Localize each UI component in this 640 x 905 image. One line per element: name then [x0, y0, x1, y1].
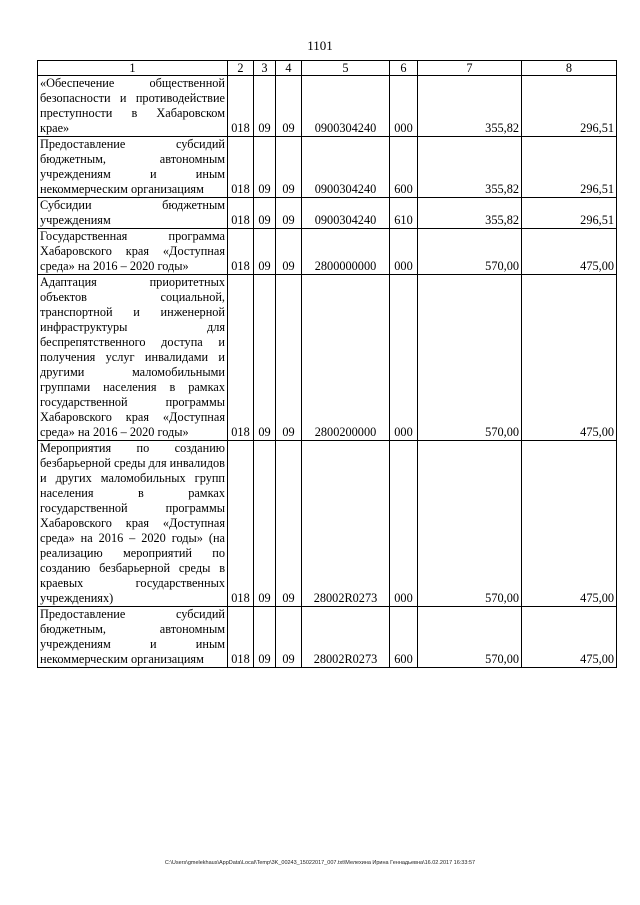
amount-col7-cell: 355,82 [418, 76, 522, 137]
amount-col8-cell: 296,51 [522, 137, 617, 198]
amount-col7-cell: 355,82 [418, 198, 522, 229]
section-code-cell: 09 [254, 275, 276, 441]
table-row [38, 275, 617, 441]
section-code-cell: 09 [254, 198, 276, 229]
table-row [38, 137, 617, 198]
amount-col8-cell: 475,00 [522, 607, 617, 668]
header-cell: 8 [522, 61, 617, 76]
subsection-code-cell: 09 [276, 137, 302, 198]
ministry-code-cell: 018 [228, 198, 254, 229]
target-article-cell: 2800000000 [302, 229, 390, 275]
program-name-cell: Государственная программа Хабаровского края «Доступная среда» на 2016 – 2020 годы» [38, 229, 228, 275]
ministry-code-cell: 018 [228, 607, 254, 668]
target-article-cell: 28002R0273 [302, 441, 390, 607]
header-cell: 1 [38, 61, 228, 76]
table-row [38, 198, 617, 229]
program-name-cell: «Обеспечение общественной безопасности и противодействие преступности в Хабаровском крае» [38, 76, 228, 137]
header-cell: 4 [276, 61, 302, 76]
subsection-code-cell: 09 [276, 229, 302, 275]
subsection-code-cell: 09 [276, 607, 302, 668]
target-article-cell: 2800200000 [302, 275, 390, 441]
table-row [38, 229, 617, 275]
expense-type-cell: 000 [390, 229, 418, 275]
section-code-cell: 09 [254, 229, 276, 275]
expense-type-cell: 600 [390, 137, 418, 198]
table-row [38, 441, 617, 607]
expense-type-cell: 610 [390, 198, 418, 229]
section-code-cell: 09 [254, 137, 276, 198]
ministry-code-cell: 018 [228, 137, 254, 198]
program-name-cell: Мероприятия по созданию безбарьерной среды для инвалидов и других маломобильных групп населения в рамках государственной программы Хабаровского края «Доступная среда» на 2016 – 2020 годы» (на реализацию мероприятий по созданию безбарьерной среды в краевых государственных учреждениях) [38, 441, 228, 607]
ministry-code-cell: 018 [228, 229, 254, 275]
subsection-code-cell: 09 [276, 275, 302, 441]
ministry-code-cell: 018 [228, 76, 254, 137]
table-row [38, 607, 617, 668]
subsection-code-cell: 09 [276, 76, 302, 137]
amount-col8-cell: 296,51 [522, 198, 617, 229]
ministry-code-cell: 018 [228, 441, 254, 607]
budget-table [37, 60, 617, 668]
header-row [38, 61, 617, 76]
header-cell: 3 [254, 61, 276, 76]
section-code-cell: 09 [254, 441, 276, 607]
expense-type-cell: 000 [390, 76, 418, 137]
amount-col7-cell: 570,00 [418, 607, 522, 668]
section-code-cell: 09 [254, 76, 276, 137]
header-cell: 2 [228, 61, 254, 76]
amount-col7-cell: 570,00 [418, 275, 522, 441]
expense-type-cell: 600 [390, 607, 418, 668]
program-name-cell: Предоставление субсидий бюджетным, автономным учреждениям и иным некоммерческим организациям [38, 137, 228, 198]
program-name-cell: Предоставление субсидий бюджетным, автономным учреждениям и иным некоммерческим организациям [38, 607, 228, 668]
amount-col8-cell: 475,00 [522, 275, 617, 441]
page-number: 1101 [307, 38, 333, 53]
ministry-code-cell: 018 [228, 275, 254, 441]
program-name-cell: Субсидии бюджетным учреждениям [38, 198, 228, 229]
target-article-cell: 0900304240 [302, 76, 390, 137]
subsection-code-cell: 09 [276, 198, 302, 229]
target-article-cell: 0900304240 [302, 198, 390, 229]
header-cell: 5 [302, 61, 390, 76]
header-cell: 6 [390, 61, 418, 76]
amount-col8-cell: 475,00 [522, 441, 617, 607]
expense-type-cell: 000 [390, 275, 418, 441]
amount-col8-cell: 296,51 [522, 76, 617, 137]
program-name-cell: Адаптация приоритетных объектов социальной, транспортной и инженерной инфраструктуры для беспрепятственного доступа и получения услуг инвалидами и другими маломобильными группами населения в рамках государственной программы Хабаровского края «Доступная среда» на 2016 – 2020 годы» [38, 275, 228, 441]
target-article-cell: 0900304240 [302, 137, 390, 198]
amount-col7-cell: 355,82 [418, 137, 522, 198]
amount-col7-cell: 570,00 [418, 441, 522, 607]
header-cell: 7 [418, 61, 522, 76]
subsection-code-cell: 09 [276, 441, 302, 607]
table-row [38, 76, 617, 137]
target-article-cell: 28002R0273 [302, 607, 390, 668]
expense-type-cell: 000 [390, 441, 418, 607]
amount-col8-cell: 475,00 [522, 229, 617, 275]
section-code-cell: 09 [254, 607, 276, 668]
amount-col7-cell: 570,00 [418, 229, 522, 275]
file-path-footer: C:\Users\gmelekhaus\AppData\Local\Temp\3K_00243_15022017_007.txt\Мелехина Ирина Геннадьевна\16.02.2017 16:33:57 [164, 860, 476, 866]
